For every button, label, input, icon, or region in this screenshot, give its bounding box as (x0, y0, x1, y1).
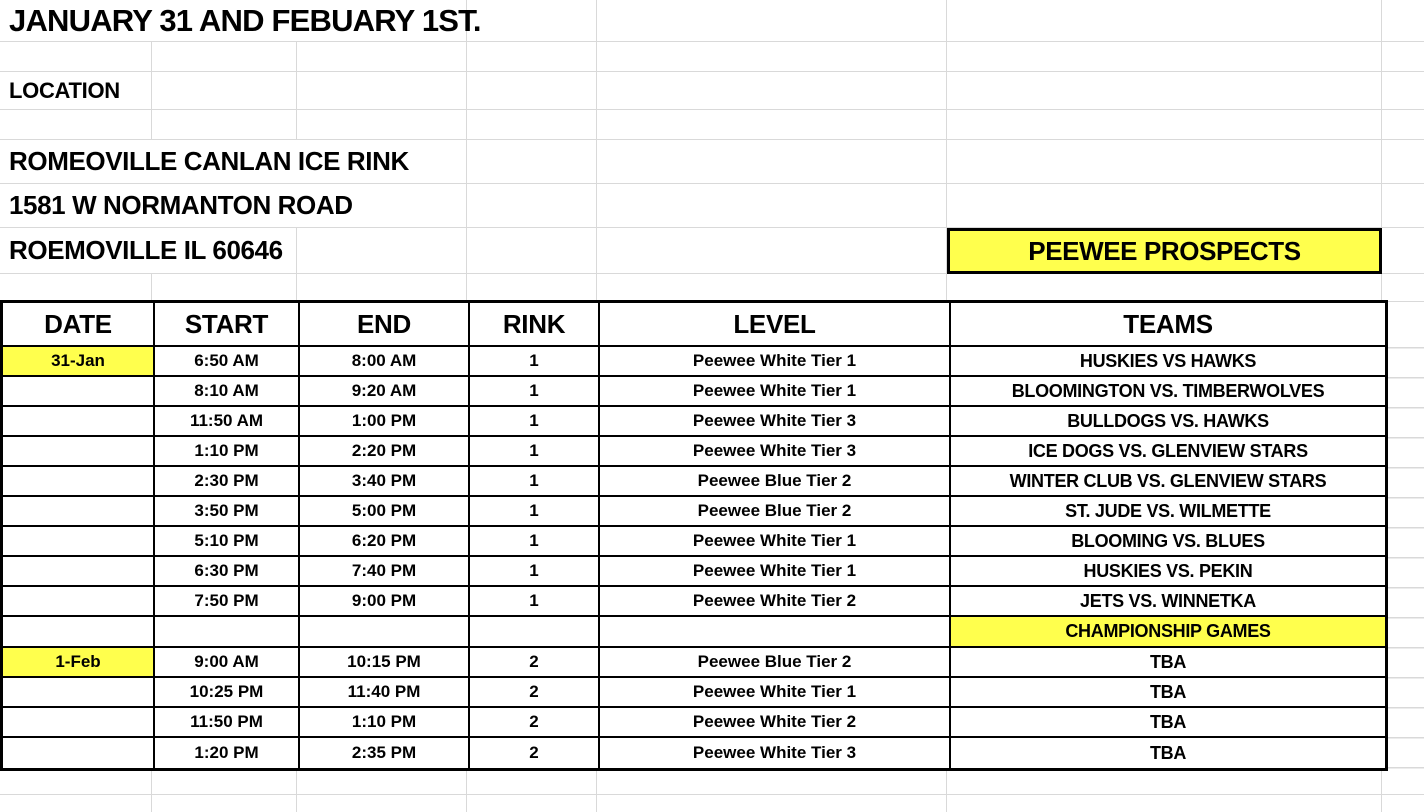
table-row (3, 347, 1385, 377)
start-cell[interactable]: 5:10 PM (155, 527, 300, 557)
date-cell[interactable] (3, 708, 155, 738)
empty-cell[interactable] (467, 184, 597, 228)
location-label-row (0, 72, 1424, 110)
empty-cell[interactable] (1382, 274, 1424, 302)
start-cell[interactable]: 7:50 PM (155, 587, 300, 617)
empty-cell[interactable] (297, 274, 467, 302)
cell-location-label[interactable]: LOCATION (0, 72, 152, 110)
table-row (3, 708, 1385, 738)
end-cell[interactable]: 9:20 AM (300, 377, 470, 407)
start-cell[interactable]: 9:00 AM (155, 648, 300, 678)
date-cell[interactable]: 31-Jan (3, 347, 155, 377)
date-cell[interactable] (3, 527, 155, 557)
date-cell[interactable] (3, 407, 155, 437)
teams-cell[interactable]: WINTER CLUB VS. GLENVIEW STARS (951, 467, 1385, 497)
venue-address-row (0, 184, 1424, 228)
empty-cell[interactable] (947, 184, 1382, 228)
rink-cell[interactable]: 2 (470, 708, 600, 738)
schedule-table (0, 300, 1388, 771)
empty-cell[interactable] (467, 795, 597, 812)
date-cell[interactable]: 1-Feb (3, 648, 155, 678)
level-cell[interactable]: Peewee White Tier 3 (600, 738, 951, 768)
tournament-banner[interactable]: PEEWEE PROSPECTS (947, 228, 1382, 274)
level-cell[interactable]: Peewee Blue Tier 2 (600, 497, 951, 527)
date-cell[interactable] (3, 377, 155, 407)
rink-cell[interactable]: 2 (470, 678, 600, 708)
sheet-bottom-section (0, 771, 1424, 812)
level-cell[interactable]: Peewee White Tier 2 (600, 587, 951, 617)
right-gridline-column (1388, 300, 1424, 771)
rink-cell[interactable]: 2 (470, 648, 600, 678)
start-cell[interactable] (155, 617, 300, 648)
rink-cell[interactable]: 1 (470, 407, 600, 437)
date-cell[interactable] (3, 617, 155, 648)
championship-games-cell[interactable]: CHAMPIONSHIP GAMES (951, 617, 1385, 648)
end-cell[interactable]: 1:00 PM (300, 407, 470, 437)
table-row (3, 648, 1385, 678)
empty-cell[interactable] (0, 110, 152, 140)
teams-cell[interactable]: TBA (951, 678, 1385, 708)
empty-cell[interactable] (947, 140, 1382, 184)
header-rink[interactable]: RINK (470, 303, 600, 347)
empty-cell[interactable] (297, 110, 467, 140)
empty-cell[interactable] (597, 42, 947, 72)
header-start[interactable]: START (155, 303, 300, 347)
level-cell[interactable]: Peewee White Tier 1 (600, 557, 951, 587)
start-cell[interactable]: 6:50 AM (155, 347, 300, 377)
empty-cell[interactable] (947, 771, 1382, 795)
cell-venue-name[interactable]: ROMEOVILLE CANLAN ICE RINK (0, 140, 467, 184)
cell-venue-address[interactable]: 1581 W NORMANTON ROAD (0, 184, 467, 228)
level-cell[interactable] (600, 617, 951, 648)
empty-cell[interactable] (467, 140, 597, 184)
empty-cell[interactable] (947, 42, 1382, 72)
sheet-top-section (0, 0, 1424, 302)
empty-cell[interactable] (597, 0, 947, 42)
empty-row (0, 110, 1424, 140)
date-cell[interactable] (3, 738, 155, 768)
table-header-row (3, 303, 1385, 347)
venue-city-row (0, 228, 1424, 274)
end-cell[interactable]: 8:00 AM (300, 347, 470, 377)
header-teams[interactable]: TEAMS (951, 303, 1385, 347)
cell-title[interactable]: JANUARY 31 AND FEBUARY 1ST. (0, 0, 467, 42)
date-cell[interactable] (3, 557, 155, 587)
start-cell[interactable]: 6:30 PM (155, 557, 300, 587)
teams-cell[interactable]: ICE DOGS VS. GLENVIEW STARS (951, 437, 1385, 467)
table-row (3, 738, 1385, 768)
level-cell[interactable]: Peewee White Tier 1 (600, 678, 951, 708)
empty-cell[interactable] (1382, 42, 1424, 72)
empty-cell[interactable] (597, 795, 947, 812)
table-row (3, 557, 1385, 587)
end-cell[interactable]: 11:40 PM (300, 678, 470, 708)
table-row (3, 407, 1385, 437)
empty-cell[interactable] (597, 140, 947, 184)
start-cell[interactable]: 8:10 AM (155, 377, 300, 407)
empty-cell[interactable] (1382, 228, 1424, 274)
empty-cell[interactable] (597, 110, 947, 140)
teams-cell[interactable]: BLOOMING VS. BLUES (951, 527, 1385, 557)
table-row (3, 467, 1385, 497)
level-cell[interactable]: Peewee White Tier 3 (600, 437, 951, 467)
empty-cell[interactable] (1382, 72, 1424, 110)
empty-cell[interactable] (297, 795, 467, 812)
end-cell[interactable] (300, 617, 470, 648)
teams-cell[interactable]: HUSKIES VS HAWKS (951, 347, 1385, 377)
end-cell[interactable]: 6:20 PM (300, 527, 470, 557)
teams-cell[interactable]: TBA (951, 648, 1385, 678)
start-cell[interactable]: 1:20 PM (155, 738, 300, 768)
empty-row (0, 795, 1424, 812)
empty-cell[interactable] (467, 110, 597, 140)
empty-cell[interactable] (0, 795, 152, 812)
teams-cell[interactable]: TBA (1149, 742, 1187, 763)
rink-cell[interactable]: 1 (470, 377, 600, 407)
start-cell[interactable]: 10:25 PM (155, 678, 300, 708)
empty-cell[interactable] (467, 771, 597, 795)
end-cell[interactable]: 10:15 PM (300, 648, 470, 678)
date-cell[interactable] (3, 678, 155, 708)
rink-cell[interactable]: 1 (470, 347, 600, 377)
table-row (3, 377, 1385, 407)
title-row (0, 0, 1424, 42)
empty-cell[interactable] (152, 771, 297, 795)
level-cell[interactable]: Peewee Blue Tier 2 (600, 467, 951, 497)
rink-cell[interactable] (470, 617, 600, 648)
teams-cell[interactable]: JETS VS. WINNETKA (951, 587, 1385, 617)
rink-cell[interactable]: 1 (470, 527, 600, 557)
empty-cell[interactable] (597, 228, 947, 274)
teams-cell[interactable]: ST. JUDE VS. WILMETTE (951, 497, 1385, 527)
venue-name-row (0, 140, 1424, 184)
empty-row (0, 274, 1424, 302)
empty-row (0, 771, 1424, 795)
end-cell[interactable]: 3:40 PM (300, 467, 470, 497)
start-cell[interactable]: 2:30 PM (155, 467, 300, 497)
empty-cell[interactable] (297, 42, 467, 72)
end-cell[interactable]: 9:00 PM (300, 587, 470, 617)
level-cell[interactable]: Peewee White Tier 3 (600, 407, 951, 437)
table-row (3, 587, 1385, 617)
empty-cell[interactable] (947, 110, 1382, 140)
empty-cell[interactable] (467, 0, 597, 42)
teams-cell[interactable]: BULLDOGS VS. HAWKS (951, 407, 1385, 437)
empty-cell[interactable] (152, 274, 297, 302)
empty-row (0, 42, 1424, 72)
empty-cell[interactable] (152, 42, 297, 72)
empty-cell[interactable] (152, 110, 297, 140)
date-cell[interactable] (3, 437, 155, 467)
gridlines (1388, 347, 1424, 771)
championship-row (3, 617, 1385, 648)
teams-cell[interactable]: HUSKIES VS. PEKIN (951, 557, 1385, 587)
empty-cell[interactable] (947, 0, 1382, 42)
empty-cell[interactable] (152, 72, 297, 110)
empty-cell[interactable] (597, 72, 947, 110)
start-cell[interactable]: 1:10 PM (155, 437, 300, 467)
end-cell[interactable]: 5:00 PM (300, 497, 470, 527)
rink-cell[interactable]: 1 (470, 497, 600, 527)
start-cell[interactable]: 11:50 PM (155, 708, 300, 738)
empty-cell[interactable] (1382, 110, 1424, 140)
empty-cell[interactable] (297, 72, 467, 110)
empty-cell[interactable] (467, 228, 597, 274)
empty-cell[interactable] (152, 795, 297, 812)
empty-cell[interactable] (1382, 0, 1424, 42)
cell-venue-city[interactable]: ROEMOVILLE IL 60646 (0, 228, 297, 274)
header-date[interactable]: DATE (3, 303, 155, 347)
end-cell[interactable]: 2:35 PM (300, 738, 470, 768)
table-row (3, 437, 1385, 467)
end-cell[interactable]: 7:40 PM (300, 557, 470, 587)
level-cell[interactable]: Peewee White Tier 1 (600, 377, 951, 407)
empty-cell[interactable] (0, 771, 152, 795)
empty-cell[interactable] (1382, 795, 1424, 812)
start-cell[interactable]: 11:50 AM (155, 407, 300, 437)
rink-cell[interactable]: 1 (470, 437, 600, 467)
empty-cell[interactable] (297, 228, 467, 274)
rink-cell[interactable]: 1 (470, 557, 600, 587)
teams-cell[interactable]: TBA (951, 708, 1385, 738)
table-row (3, 678, 1385, 708)
empty-cell[interactable] (467, 42, 597, 72)
end-cell[interactable]: 1:10 PM (300, 708, 470, 738)
empty-cell[interactable] (947, 72, 1382, 110)
empty-cell[interactable] (0, 274, 152, 302)
table-row (3, 497, 1385, 527)
empty-cell[interactable] (1382, 140, 1424, 184)
date-cell[interactable] (3, 587, 155, 617)
header-level[interactable]: LEVEL (600, 303, 951, 347)
empty-cell[interactable] (597, 184, 947, 228)
empty-cell[interactable] (467, 274, 597, 302)
end-cell[interactable]: 2:20 PM (300, 437, 470, 467)
date-cell[interactable] (3, 467, 155, 497)
teams-cell[interactable]: BLOOMINGTON VS. TIMBERWOLVES (951, 377, 1385, 407)
empty-cell[interactable] (0, 42, 152, 72)
empty-cell[interactable] (467, 72, 597, 110)
empty-cell[interactable] (1382, 184, 1424, 228)
level-cell[interactable]: Peewee White Tier 2 (600, 708, 951, 738)
header-end[interactable]: END (300, 303, 470, 347)
rink-cell[interactable]: 2 (470, 738, 600, 768)
table-row (3, 527, 1385, 557)
level-cell[interactable]: Peewee White Tier 1 (600, 347, 951, 377)
level-cell[interactable]: Peewee Blue Tier 2 (600, 648, 951, 678)
empty-cell[interactable] (947, 795, 1382, 812)
rink-cell[interactable]: 1 (470, 587, 600, 617)
empty-cell[interactable] (597, 274, 947, 302)
empty-cell[interactable] (1382, 771, 1424, 795)
level-cell[interactable]: Peewee White Tier 1 (600, 527, 951, 557)
date-cell[interactable] (3, 497, 155, 527)
empty-cell[interactable] (947, 274, 1382, 302)
rink-cell[interactable]: 1 (470, 467, 600, 497)
start-cell[interactable]: 3:50 PM (155, 497, 300, 527)
empty-cell[interactable] (597, 771, 947, 795)
empty-cell[interactable] (297, 771, 467, 795)
